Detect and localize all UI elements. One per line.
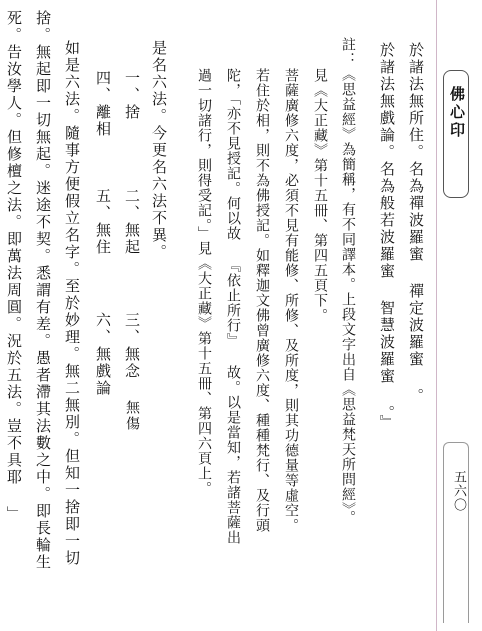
note-column: 見《大正藏》第十五冊、第四五頁下。 [312,68,328,323]
note-column: 菩薩廣修六度，必須不見有能修、所修、及所度，則其功德量等虛空。 [283,68,299,533]
six-dharmas-intro: 是名六法。今更名六法不異。 [150,40,168,261]
note-column: 註：《思益經》為簡稱，有不同譯本。上段文字出自《思益梵天所問經》。 [340,37,356,525]
dharma-item: 二、無起 [123,188,141,256]
main-column: 於諸法無戲論。名為般若波羅蜜 智慧波羅蜜 。』 [378,42,396,432]
running-header-title: 佛心印 [448,86,466,140]
note-column: 陀，「亦不見授記。何以故 『依止所行』 故。以是當知，若諸菩薩出 [225,68,241,545]
note-column: 若住於相，則不為佛授記。如釋迦文佛曾廣修六度、種種梵行、及行頭 [254,68,270,533]
dharma-item: 六、無戲論 [94,312,112,397]
page-number: 五六〇 [451,470,466,512]
dharma-item: 一、捨 [123,70,141,121]
dharma-item: 無傷 [124,400,140,432]
dharma-item: 三、無念 [123,312,141,380]
main-column: 於諸法無所住。名為禪波羅蜜 禪定波羅蜜 。 [407,42,425,405]
body-column: 捨。無起即一切無起。迷途不契。悉謂有差。愚者滯其法數之中。即長輪生 [34,10,52,571]
margin-rule [436,0,437,631]
dharma-item: 四、離相 [94,70,112,138]
note-column: 過一切諸行，則得受記。」見《大正藏》第十五冊、第四六頁上。 [196,68,212,496]
body-column: 死。告汝學人。但修檀之法。即萬法周圓。況於五法。豈不具耶 」 [5,10,23,523]
body-column: 如是六法。隨事方便假立名字。至於妙理。無二無別。但知一捨即一切 [63,40,81,567]
dharma-item: 五、無住 [94,188,112,256]
